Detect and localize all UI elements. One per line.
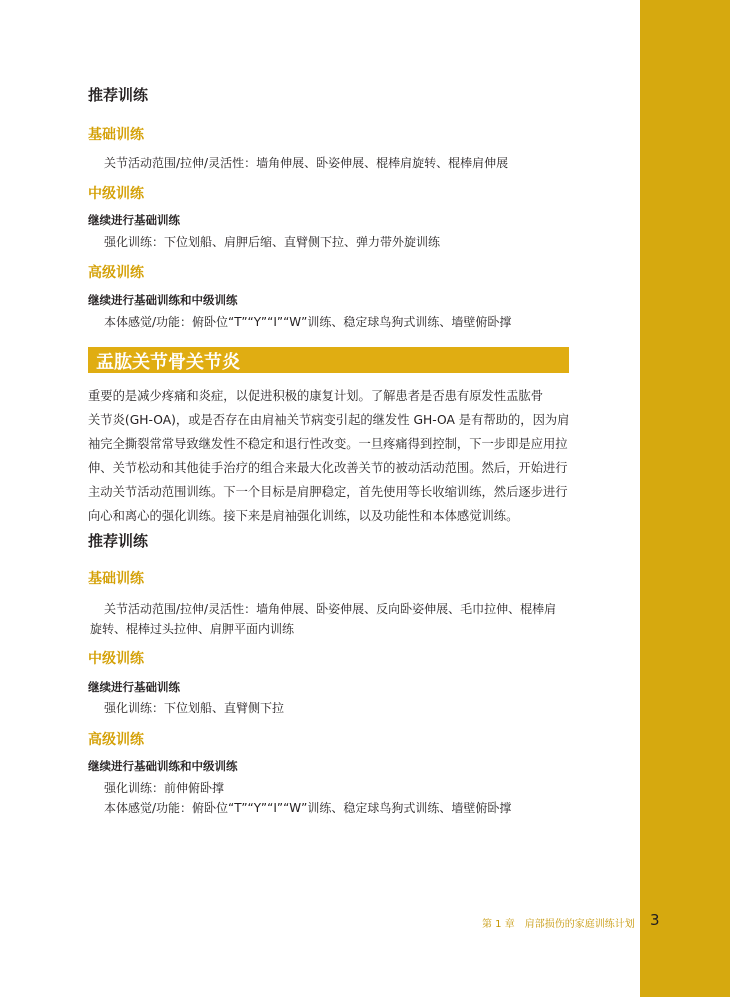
basic-training-heading: 基础训练 bbox=[88, 127, 144, 143]
advanced-training-line: 本体感觉/功能：俯卧位“T”“Y”“I”“W”训练、稳定球鸟狗式训练、墙壁俯卧撑 bbox=[104, 315, 512, 329]
basic-training-line: 关节活动范围/拉伸/灵活性：墙角伸展、卧姿伸展、反向卧姿伸展、毛巾拉伸、棍棒肩 bbox=[104, 602, 557, 616]
paragraph-line: 主动关节活动范围训练。下一个目标是肩胛稳定，首先使用等长收缩训练，然后逐步进行 bbox=[88, 485, 568, 499]
basic-training-line-continued: 旋转、棍棒过头拉伸、肩胛平面内训练 bbox=[90, 622, 295, 636]
side-color-band bbox=[640, 0, 730, 997]
page-number: 3 bbox=[650, 911, 660, 929]
advanced-training-heading: 高级训练 bbox=[88, 732, 144, 748]
intermediate-training-line: 强化训练：下位划船、肩胛后缩、直臂侧下拉、弹力带外旋训练 bbox=[104, 235, 441, 249]
paragraph-line: 袖完全撕裂常常导致继发性不稳定和退行性改变。一旦疼痛得到控制，下一步即是应用拉 bbox=[88, 437, 568, 451]
intermediate-training-heading: 中级训练 bbox=[88, 651, 144, 667]
intermediate-continue-note: 继续进行基础训练 bbox=[88, 213, 180, 227]
intermediate-continue-note: 继续进行基础训练 bbox=[88, 680, 180, 694]
paragraph-line: 伸、关节松动和其他徒手治疗的组合来最大化改善关节的被动活动范围。然后，开始进行 bbox=[88, 461, 568, 475]
basic-training-line: 关节活动范围/拉伸/灵活性：墙角伸展、卧姿伸展、棍棒肩旋转、棍棒肩伸展 bbox=[104, 156, 509, 170]
advanced-training-heading: 高级训练 bbox=[88, 265, 144, 281]
advanced-training-line: 强化训练：前伸俯卧撑 bbox=[104, 781, 225, 795]
intermediate-training-line: 强化训练：下位划船、直臂侧下拉 bbox=[104, 701, 285, 715]
recommended-training-heading: 推荐训练 bbox=[88, 532, 149, 550]
advanced-continue-note: 继续进行基础训练和中级训练 bbox=[88, 293, 238, 307]
section-title: 盂肱关节骨关节炎 bbox=[96, 352, 240, 373]
paragraph-line: 关节炎(GH-OA)，或是否存在由肩袖关节病变引起的继发性 GH-OA 是有帮助的，因为肩 bbox=[88, 413, 570, 427]
recommended-training-heading: 推荐训练 bbox=[88, 86, 149, 104]
advanced-continue-note: 继续进行基础训练和中级训练 bbox=[88, 759, 238, 773]
intermediate-training-heading: 中级训练 bbox=[88, 186, 144, 202]
advanced-training-line: 本体感觉/功能：俯卧位“T”“Y”“I”“W”训练、稳定球鸟狗式训练、墙壁俯卧撑 bbox=[104, 801, 512, 815]
chapter-footer: 第 1 章 肩部损伤的家庭训练计划 bbox=[482, 919, 635, 930]
basic-training-heading: 基础训练 bbox=[88, 571, 144, 587]
paragraph-line: 重要的是减少疼痛和炎症，以促进积极的康复计划。了解患者是否患有原发性盂肱骨 bbox=[88, 389, 543, 403]
paragraph-line: 向心和离心的强化训练。接下来是肩袖强化训练，以及功能性和本体感觉训练。 bbox=[88, 509, 519, 523]
